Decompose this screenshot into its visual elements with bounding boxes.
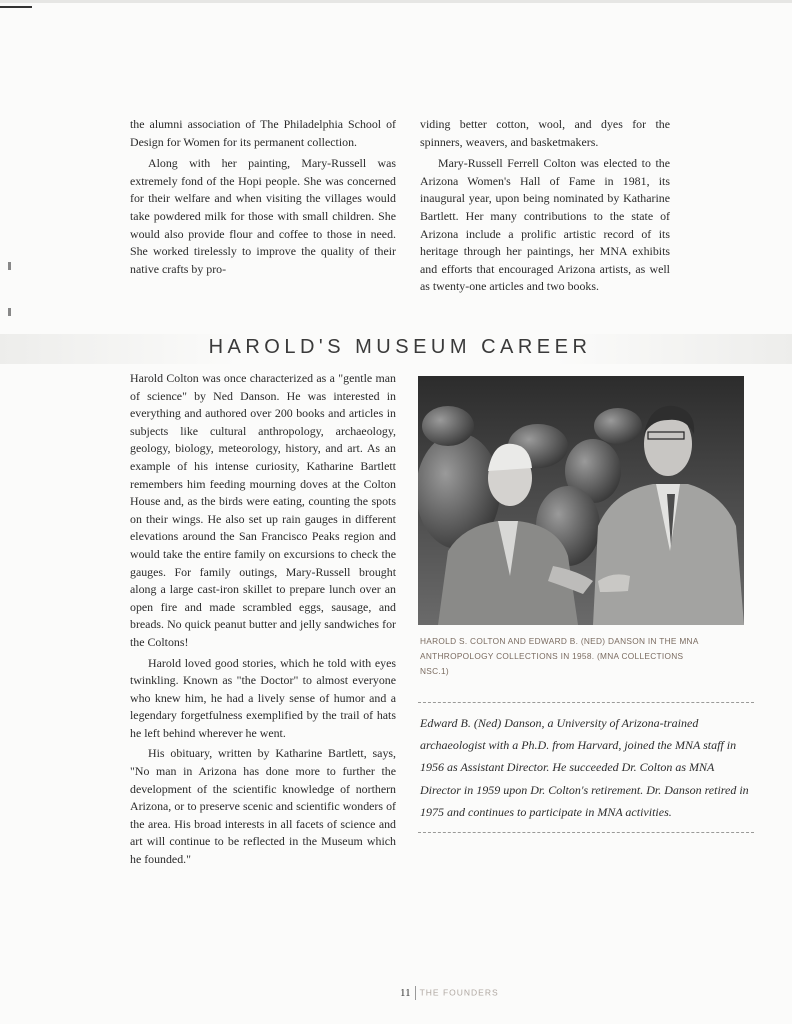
binding-mark [8,262,11,270]
running-title: THE FOUNDERS [419,987,499,998]
bottom-left-column [130,370,396,869]
page-footer [380,986,580,1000]
paragraph: Harold Colton was once characterized as a "gentle man of science" by Ned Danson. He was interested in everything and authored over 200 books and articles in subjects like cultural anthropology, archaeology, geology, biology, meteorology, history, and art. As an example of his intense curiosity, Katharine Bartlett remembers him feeding mourning doves at the Colton House and, as the birds were eating, counting the spots on their wings. He also set up rain gauges in different elevations around the San Francisco Peaks region and would take the entire family on excursions to check the gauges. For family outings, Mary-Russell brought along a large cast-iron skillet to prepare lunch over an open fire and made scrambled eggs, sausage, and breads. No quick peanut butter and jelly sandwiches for the Coltons! [130,371,396,649]
paragraph: Along with her painting, Mary-Russell was extremely fond of the Hopi people. She was concerned for their welfare and when visiting the villages would take powdered milk for those with small children. She would also provide flour and coffee to those in need. She worked tirelessly to improve the quality of their native crafts by pro- [130,156,396,276]
sidebar-rule-bottom [418,832,754,833]
top-right-column [420,116,670,296]
paragraph: Harold loved good stories, which he told with eyes twinkling. Known as "the Doctor" to almost everyone who knew him, he had a lively sense of humor and a legendary forgetfulness exemplified by the trail of hats he left behind wherever he went. [130,655,396,740]
paragraph: the alumni association of The Philadelphia School of Design for Women for its permanent collection. [130,117,396,149]
scan-mark [0,6,32,8]
footer-divider [415,986,416,1000]
paragraph: Mary-Russell Ferrell Colton was elected to the Arizona Women's Hall of Fame in 1981, its inaugural year, upon being nominated by Katharine Bartlett. Her many contributions to the state of Arizona include a prolific artistic record of its heritage through her paintings, her MNA exhibits and efforts that encouraged Arizona artists, as well as twenty-one articles and two books. [420,156,670,294]
paragraph: His obituary, written by Katharine Bartlett, says, "No man in Arizona has done more to further the development of the scientific knowledge of northern Arizona, or to preserve scenic and scientific wonders of the area. His broad interests in all facets of science and art will continue to be reflected in the Museum which he founded." [130,746,396,867]
sidebar-rule-top [418,702,754,703]
top-left-column [130,116,396,278]
paragraph: viding better cotton, wool, and dyes for the spinners, weavers, and basketmakers. [420,117,670,149]
scan-edge [0,0,792,3]
section-heading: HAROLD'S MUSEUM CAREER [208,336,592,358]
page-number: 11 [400,986,411,999]
photo-caption: HAROLD S. COLTON AND EDWARD B. (NED) DANSON IN THE MNA ANTHROPOLOGY COLLECTIONS IN 1958. (MNA COLLECTIONS NSC.1) [420,636,699,676]
binding-mark [8,308,11,316]
sidebar-note: Edward B. (Ned) Danson, a University of Arizona-trained archaeologist with a Ph.D. from Harvard, joined the MNA staff in 1956 as Assistant Director. He succeeded Dr. Colton as MNA Director in 1959 upon Dr. Colton's retirement. Dr. Danson retired in 1975 and continues to participate in MNA activities. [420,716,749,819]
historical-photo [418,376,744,625]
